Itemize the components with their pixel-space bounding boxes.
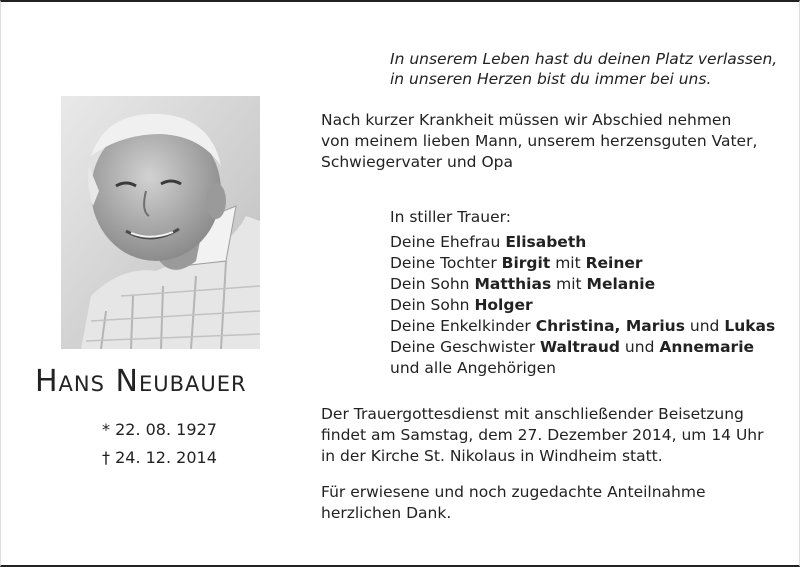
mourner-name: Holger <box>474 296 533 314</box>
motto <box>390 49 790 89</box>
motto-line: In unserem Leben hast du deinen Platz verlassen, <box>390 50 778 68</box>
mourner-name: Birgit <box>501 254 551 272</box>
mourner-name: Waltraud <box>540 338 620 356</box>
service-line: Der Trauergottesdienst mit anschließender Beisetzung <box>321 405 744 423</box>
mourner-joiner: und <box>624 338 655 356</box>
motto-line: in unseren Herzen bist du immer bei uns. <box>390 70 712 88</box>
mourner-relation: Deine Tochter <box>390 254 497 272</box>
thanks-text <box>321 482 791 524</box>
mourner-entries <box>390 232 790 358</box>
life-dates <box>102 416 262 472</box>
thanks-line: Für erwiesene und noch zugedachte Anteilnahme <box>321 483 706 501</box>
mourner-joiner: mit <box>556 275 582 293</box>
service-info <box>321 404 791 467</box>
mourner-name: Christina, Marius <box>535 317 685 335</box>
intro-line: Schwiegervater und Opa <box>321 153 513 171</box>
mourner-relation: Deine Geschwister <box>390 338 536 356</box>
mourner-name: Annemarie <box>659 338 755 356</box>
portrait-photo <box>61 96 260 349</box>
birth-date: * 22. 08. 1927 <box>102 420 217 439</box>
intro-line: von meinem lieben Mann, unserem herzensguten Vater, <box>321 132 758 150</box>
mourner-entry <box>390 274 790 295</box>
death-date: † 24. 12. 2014 <box>102 448 217 467</box>
intro-line: Nach kurzer Krankheit müssen wir Abschied nehmen <box>321 111 732 129</box>
service-line: in der Kirche St. Nikolaus in Windheim statt. <box>321 447 663 465</box>
deceased-name: Hans Neubauer <box>35 364 247 399</box>
intro-text <box>321 110 791 173</box>
mourner-name: Reiner <box>585 254 643 272</box>
thanks-line: herzlichen Dank. <box>321 504 452 522</box>
mourner-name: Lukas <box>724 317 776 335</box>
mourner-relation: Dein Sohn <box>390 275 470 293</box>
mourner-entry <box>390 232 790 253</box>
mourner-entry <box>390 316 790 337</box>
mourner-name: Elisabeth <box>505 233 587 251</box>
mourner-joiner: und <box>689 317 720 335</box>
mourners-list <box>390 207 790 379</box>
mourners-closing: und alle Angehörigen <box>390 359 556 377</box>
mourners-heading: In stiller Trauer: <box>390 208 511 226</box>
mourner-joiner: mit <box>555 254 581 272</box>
mourner-relation: Deine Ehefrau <box>390 233 501 251</box>
mourner-entry <box>390 337 790 358</box>
mourner-entry <box>390 253 790 274</box>
mourner-relation: Deine Enkelkinder <box>390 317 531 335</box>
mourner-name: Melanie <box>586 275 656 293</box>
mourner-relation: Dein Sohn <box>390 296 470 314</box>
mourner-name: Matthias <box>474 275 552 293</box>
mourner-entry <box>390 295 790 316</box>
service-line: findet am Samstag, dem 27. Dezember 2014, um 14 Uhr <box>321 426 764 444</box>
